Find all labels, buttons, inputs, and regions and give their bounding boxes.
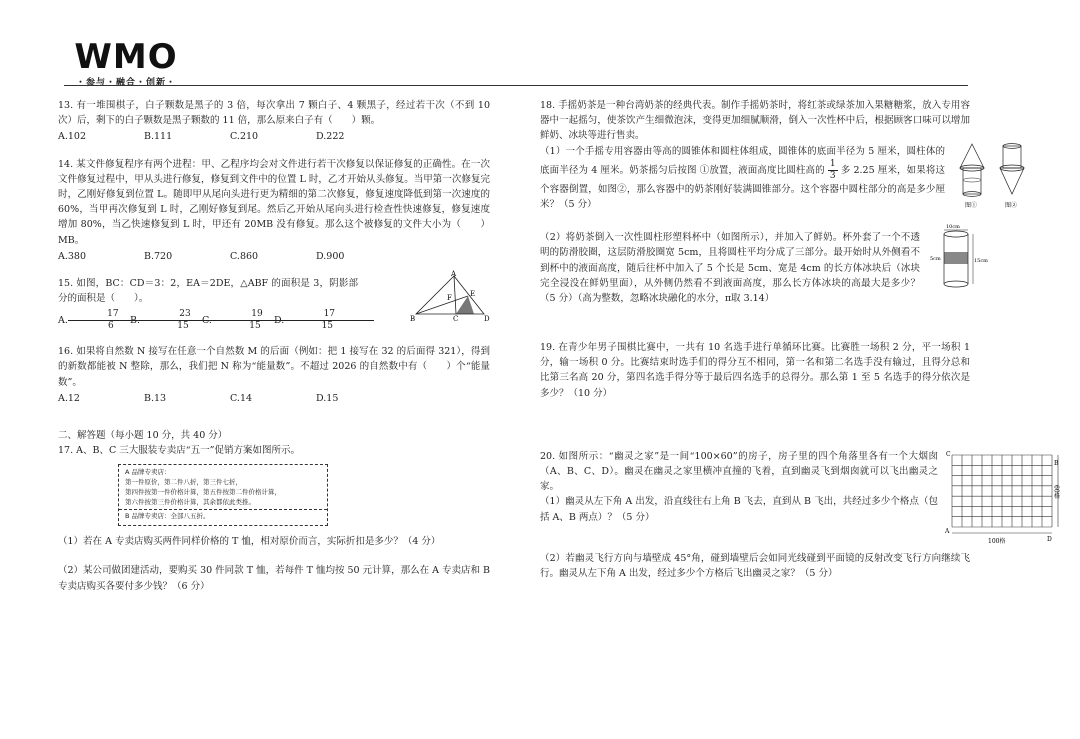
q16-option-a: A.12	[58, 392, 80, 404]
q15-option-c: C. $\frac{19}{15}$	[202, 309, 274, 332]
q13-options	[58, 129, 490, 144]
q18-part-1-row	[540, 144, 1018, 213]
question-14	[58, 157, 490, 264]
promo-box	[118, 464, 328, 526]
q18-part-2-row	[540, 224, 988, 306]
q14-text: 14. 某文件修复程序有两个进程：甲、乙程序均会对文件进行若干次修复以保证修复的正确性。在一次文件修复过程中，甲从头进行修复，修复到文件中的位置 L 时，乙才开始从头修复。当甲第一次修复完时，乙刚好修复到位置 L。随即甲从尾向头进行更为精细的第二次修复，修复速度降低到第一次速度的 60%，当甲再次修复到 L 时，乙刚好修复到尾。然后乙开始从尾向头进行检查性快速修复，修复速度增加 80%，当乙快速修复到 L 时，甲还有 20MB 没有修复。那么这个被修复的文件大小为（ ）MB。	[58, 158, 490, 246]
cup-band-label: 5cm	[930, 256, 941, 263]
segment-ca	[454, 276, 456, 314]
q17-part-2: （2）某公司做团建活动，要购买 30 件同款 T 恤，若每件 T 恤均按 50 元计算，那么在 A 专卖店和 B 专卖店购买各要付多少钱？（6 分）	[58, 565, 490, 592]
label-f: F	[447, 293, 452, 302]
q19-text: 19. 在青少年男子围棋比赛中，一共有 10 名选手进行单循环比赛。比赛胜一场积 2 分，平一场积 1 分，输一场积 0 分。比赛结束时选手们的得分互不相同，第一名和第二名选手没有输过，且得分总和比第三名高 20 分，第四名选手得分等于最后四名选手的总得分。那么第 1 至 5 名选手的得分依次是多少？（10 分）	[540, 342, 970, 399]
q20-text: 20. 如图所示：“幽灵之家”是一间“100×60”的房子，房子里的四个角落里各有一个大烟囱（A、B、C、D）。幽灵在幽灵之家里横冲直撞的飞着，直到幽灵飞到烟囱就可以飞出幽灵之家。	[540, 450, 938, 493]
q15-triangle-figure	[410, 270, 492, 322]
promo-a-line-4: 第六件按第三件价格计算，其余都依此类推。	[125, 497, 255, 506]
grid-height-label: 60格	[1052, 484, 1060, 499]
logo-tagline: ・参与・融合・创新・	[75, 78, 176, 88]
grid-label-b: B	[1054, 459, 1059, 467]
q14-option-d: D.900	[316, 250, 345, 262]
question-18	[540, 98, 1018, 306]
cup-height-label: 15cm	[974, 258, 988, 265]
q18-text: 18. 手摇奶茶是一种台湾奶茶的经典代表。制作手摇奶茶时，将红茶或绿茶加入果糖糖浆，放入专用容器中一起摇匀，使茶饮产生细微泡沫，变得更加细腻顺滑，倒入一次性杯中后，根据顾客口味可以增加鲜奶、冰块等进行售卖。	[540, 100, 970, 142]
wmo-logo	[66, 37, 186, 90]
label-e: E	[470, 289, 476, 298]
q16-text: 16. 如果将自然数 N 接写在任意一个自然数 M 的后面（例如：把 1 接写在 32 的后面得 321），得到的新数都能被 N 整除，那么，我们把 N 称为“能量数”。不超过 2026 的自然数中有（ ）个“能量数”。	[58, 346, 490, 388]
q18-container-figures	[956, 140, 1034, 210]
label-a: A	[451, 269, 457, 278]
q15-option-d: D. $\frac{17}{15}$	[274, 309, 346, 332]
q18-part-1: （1）一个手摇专用容器由等高的圆锥体和圆柱体组成，圆锥体的底面半径为 5 厘米，圆柱体的底面半径为 4 厘米。奶茶摇匀后按图 ①放置，液面高度比圆柱高的 $\frac{1}{3}$ 多 2.25 厘米，如果将这个容器倒置，如图②，那么容器中的奶茶刚好装满圆锥部分。这个容器中圆柱部分的高是多少厘米？（5 分）	[540, 145, 945, 210]
promo-a-line-3: 第四件按第一件价格计算，第五件按第二件价格计算，	[125, 487, 281, 496]
q16-option-d: D.15	[316, 392, 339, 404]
promo-a-line-2: 第一件原价，第二件八折，第三件七折，	[125, 478, 242, 487]
label-b: B	[410, 314, 416, 322]
q13-option-d: D.222	[316, 131, 345, 143]
grid-label-c: C	[946, 450, 951, 458]
q18-cup-figure	[930, 224, 992, 292]
q20-part-2: （2）若幽灵飞行方向与墙壁成 45°角，碰到墙壁后会如同光线碰到平面镜的反射改变飞行方向继续飞行。幽灵从左下角 A 出发，经过多少个方格后飞出幽灵之家？（5 分）	[540, 552, 970, 579]
question-13	[58, 98, 490, 145]
q16-option-b: B.13	[144, 392, 167, 404]
logo-text: WMO	[74, 37, 178, 77]
promo-a-line-1: A 品牌专卖店：	[125, 468, 171, 477]
fig2-label: 图②	[1005, 201, 1018, 209]
q15-option-b: B. $\frac{23}{15}$	[130, 309, 202, 332]
label-c: C	[453, 314, 459, 322]
q14-option-b: B.720	[144, 250, 173, 262]
q13-option-a: A.102	[58, 131, 87, 143]
header-rule	[64, 85, 968, 86]
section-2-title: 二、解答题（每小题 10 分，共 40 分）	[58, 430, 228, 441]
shaded-region	[456, 296, 474, 314]
q20-row	[540, 449, 1060, 545]
left-column	[58, 98, 490, 594]
q14-options	[58, 249, 490, 264]
q17-text: 17. A、B、C 三大服装专卖店“五一”促销方案如图所示。	[58, 445, 300, 457]
question-17	[58, 443, 490, 594]
promo-b-line: B 品牌专卖店：全部八五折。	[125, 512, 210, 521]
grid-width-label: 100格	[988, 537, 1006, 545]
question-20	[540, 449, 1060, 581]
question-16	[58, 344, 490, 406]
q14-option-c: C.860	[230, 250, 259, 262]
q13-option-c: C.210	[230, 131, 259, 143]
grid-label-a: A	[945, 527, 950, 535]
fig1-label: 图①	[965, 201, 978, 209]
q15-option-a: A. $\frac{17}{6}$	[58, 309, 130, 332]
q18-part-2: （2）将奶茶倒入一次性圆柱形塑料杯中（如图所示），并加入了鲜奶。杯外套了一个不透明的防滑胶圈，这层防滑胶圈宽 5cm，且将圆柱平均分成了三部分。最开始时从外侧看不到杯中的液面高度，随后往杯中加入了 5 个长是 5cm、宽是 4cm 的长方体冰块后（冰块完全浸没在鲜奶里面），从外侧仍然看不到液面高度，那么长方体冰块的高最大是多少？（5 分）（高为整数，忽略冰块融化的水分，π取 3.14）	[540, 232, 920, 304]
q20-part-1: （1）幽灵从左下角 A 出发，沿直线往右上角 B 飞去，直到从 B 飞出，共经过多少个格点（包括 A、B 两点）？（5 分）	[540, 496, 938, 523]
q20-grid-figure	[944, 449, 1070, 545]
q16-options	[58, 391, 490, 406]
q17-part-1: （1）若在 A 专卖店购买两件同样价格的 T 恤，相对原价而言，实际折扣是多少？（4 分）	[58, 536, 441, 548]
right-column	[540, 98, 1060, 581]
label-d: D	[484, 314, 490, 322]
grid-label-d: D	[1047, 535, 1052, 543]
question-15	[58, 269, 490, 332]
question-19	[540, 340, 970, 401]
q13-text: 13. 有一堆围棋子，白子颗数是黑子的 3 倍，每次拿出 7 颗白子、4 颗黑子，经过若干次（不到 10 次）后，剩下的白子颗数是黑子颗数的 11 倍，那么原来白子有（ ）颗。	[58, 100, 490, 127]
promo-separator	[119, 509, 327, 510]
q13-option-b: B.111	[144, 131, 173, 143]
q15-text: 15. 如图，BC：CD＝3：2，EA＝2DE，△ABF 的面积是 3，阴影部分的面积是（ ）。	[58, 277, 358, 305]
cup-top-label: 10cm	[946, 224, 960, 231]
q16-option-c: C.14	[230, 392, 253, 404]
q14-option-a: A.380	[58, 250, 87, 262]
